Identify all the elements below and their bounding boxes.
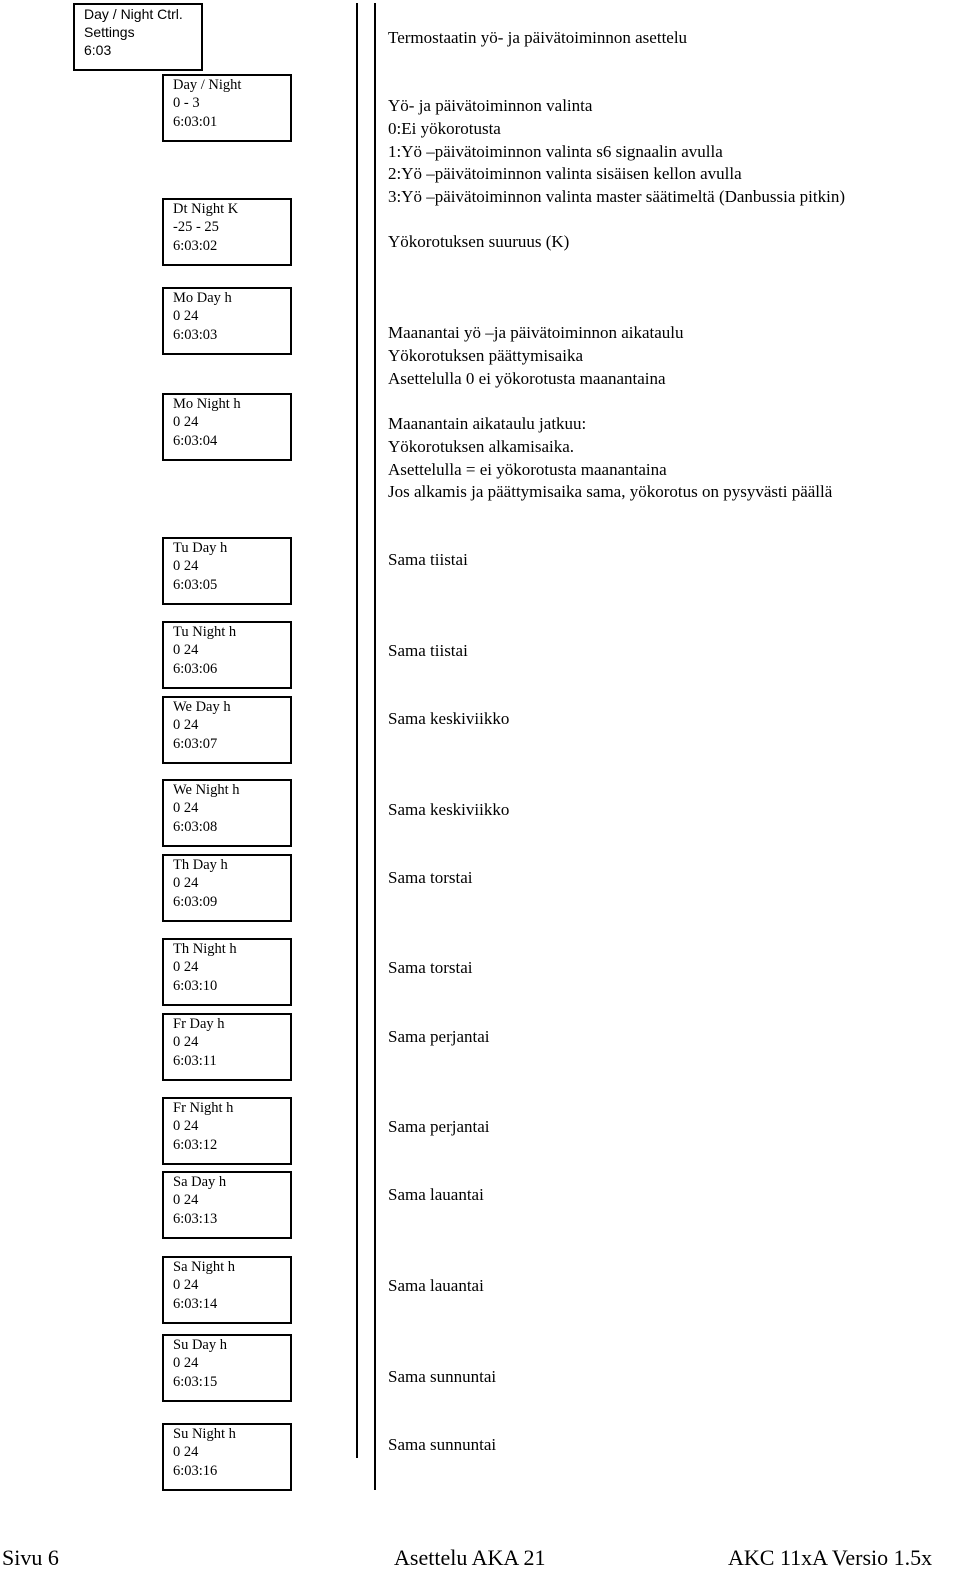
param-box-fr-night (162, 1097, 292, 1165)
desc-line: 2:Yö –päivätoiminnon valinta sisäisen kellon avulla (388, 164, 742, 184)
desc-we-day (388, 708, 509, 731)
desc-su-night (388, 1434, 496, 1457)
desc-dt-night (388, 231, 569, 254)
param-name: Sa Day h (173, 1174, 227, 1190)
menu-header-code: 6:03 (84, 42, 112, 59)
param-range: 0 24 (173, 414, 199, 431)
desc-fr-day (388, 1026, 490, 1049)
param-range: 0 - 3 (173, 95, 200, 112)
param-code: 6:03:11 (173, 1052, 217, 1069)
param-code: 6:03:09 (173, 893, 218, 910)
footer-version: AKC 11xA Versio 1.5x (728, 1545, 933, 1570)
desc-line: Sama perjantai (388, 1027, 490, 1046)
desc-sa-day (388, 1184, 484, 1207)
desc-we-night (388, 799, 509, 822)
param-box-dt-night (162, 198, 292, 266)
param-range: 0 24 (173, 875, 199, 892)
param-code: 6:03:10 (173, 977, 218, 994)
param-range: 0 24 (173, 800, 199, 817)
param-code: 6:03:03 (173, 326, 218, 343)
param-box-tu-day (162, 537, 292, 605)
param-name: Th Night h (173, 941, 237, 957)
separator-line-left (356, 3, 358, 1458)
param-code: 6:03:12 (173, 1136, 218, 1153)
desc-line: Sama tiistai (388, 641, 468, 660)
param-name: Sa Night h (173, 1259, 236, 1275)
param-range: 0 24 (173, 308, 199, 325)
desc-line: Asettelulla 0 ei yökorotusta maanantaina (388, 368, 666, 388)
param-box-su-night (162, 1423, 292, 1491)
param-name: Mo Night h (173, 396, 241, 412)
param-box-mo-day (162, 287, 292, 355)
desc-day-night-mode (388, 95, 845, 209)
desc-tu-day (388, 549, 468, 572)
footer-center-title: Asettelu AKA 21 (394, 1545, 546, 1570)
param-code: 6:03:08 (173, 818, 218, 835)
param-name: Fr Night h (173, 1100, 234, 1116)
footer-page-number: Sivu 6 (2, 1545, 59, 1570)
desc-line: Sama lauantai (388, 1276, 484, 1295)
param-name: We Night h (173, 782, 240, 798)
desc-sa-night (388, 1275, 484, 1298)
desc-line: Sama sunnuntai (388, 1367, 497, 1386)
desc-th-day (388, 867, 473, 890)
menu-header-box (73, 3, 203, 71)
param-box-tu-night (162, 621, 292, 689)
desc-monday-day (388, 322, 684, 390)
param-name: Th Day h (173, 857, 228, 873)
param-box-sa-night (162, 1256, 292, 1324)
desc-line: Sama tiistai (388, 550, 468, 569)
param-code: 6:03:15 (173, 1373, 218, 1390)
param-range: 0 24 (173, 1118, 199, 1135)
param-box-mo-night (162, 393, 292, 461)
param-box-th-night (162, 938, 292, 1006)
param-code: 6:03:02 (173, 237, 218, 254)
param-range: 0 24 (173, 717, 199, 734)
desc-line: 1:Yö –päivätoiminnon valinta s6 signaalin avulla (388, 141, 723, 161)
param-name: Tu Day h (173, 540, 228, 556)
param-name: Su Day h (173, 1337, 227, 1353)
param-range: 0 24 (173, 642, 199, 659)
desc-line: 0:Ei yökorotusta (388, 118, 501, 138)
desc-line: Yökorotuksen päättymisaika (388, 345, 583, 365)
param-code: 6:03:01 (173, 113, 218, 130)
desc-th-night (388, 957, 473, 980)
section-title (388, 27, 687, 50)
param-code: 6:03:14 (173, 1295, 218, 1312)
param-range: 0 24 (173, 959, 199, 976)
param-name: Su Night h (173, 1426, 236, 1442)
desc-monday-night (388, 413, 832, 504)
desc-line: 3:Yö –päivätoiminnon valinta master säätimeltä (Danbussia pitkin) (388, 187, 846, 207)
param-name: Mo Day h (173, 290, 232, 306)
desc-line: Maanantai yö –ja päivätoiminnon aikataulu (388, 323, 684, 342)
desc-fr-night (388, 1116, 490, 1139)
desc-line: Maanantain aikataulu jatkuu: (388, 414, 587, 433)
param-range: 0 24 (173, 1277, 199, 1294)
param-range: 0 24 (173, 1444, 199, 1461)
param-code: 6:03:13 (173, 1210, 218, 1227)
desc-line: Sama keskiviikko (388, 800, 510, 819)
desc-line: Sama torstai (388, 868, 473, 887)
desc-line: Yö- ja päivätoiminnon valinta (388, 96, 593, 115)
param-range: -25 - 25 (173, 219, 219, 236)
param-code: 6:03:07 (173, 735, 218, 752)
desc-line: Sama torstai (388, 958, 473, 977)
param-box-day-night (162, 74, 292, 142)
param-box-fr-day (162, 1013, 292, 1081)
desc-line: Sama perjantai (388, 1117, 490, 1136)
desc-line: Sama sunnuntai (388, 1435, 497, 1454)
desc-line: Yökorotuksen suuruus (K) (388, 232, 570, 251)
section-title-text: Termostaatin yö- ja päivätoiminnon asettelu (388, 28, 688, 47)
desc-line: Jos alkamis ja päättymisaika sama, yökorotus on pysyvästi päällä (388, 482, 833, 502)
param-code: 6:03:06 (173, 660, 218, 677)
param-range: 0 24 (173, 1355, 199, 1372)
param-code: 6:03:16 (173, 1462, 218, 1479)
param-range: 0 24 (173, 1192, 199, 1209)
desc-line: Asettelulla = ei yökorotusta maanantaina (388, 459, 667, 479)
param-box-we-night (162, 779, 292, 847)
param-code: 6:03:04 (173, 432, 218, 449)
param-name: Day / Night (173, 77, 242, 93)
menu-header-title: Day / Night Ctrl. (84, 6, 183, 22)
desc-line: Yökorotuksen alkamisaika. (388, 436, 575, 456)
desc-su-day (388, 1366, 496, 1389)
desc-line: Sama lauantai (388, 1185, 484, 1204)
menu-header-subtitle: Settings (84, 24, 135, 41)
desc-tu-night (388, 640, 468, 663)
separator-line-right (374, 3, 376, 1490)
param-range: 0 24 (173, 1034, 199, 1051)
desc-line: Sama keskiviikko (388, 709, 510, 728)
param-code: 6:03:05 (173, 576, 218, 593)
param-box-su-day (162, 1334, 292, 1402)
param-box-th-day (162, 854, 292, 922)
param-box-sa-day (162, 1171, 292, 1239)
param-name: Dt Night K (173, 201, 239, 217)
param-name: Fr Day h (173, 1016, 225, 1032)
param-range: 0 24 (173, 558, 199, 575)
param-box-we-day (162, 696, 292, 764)
param-name: We Day h (173, 699, 231, 715)
param-name: Tu Night h (173, 624, 237, 640)
